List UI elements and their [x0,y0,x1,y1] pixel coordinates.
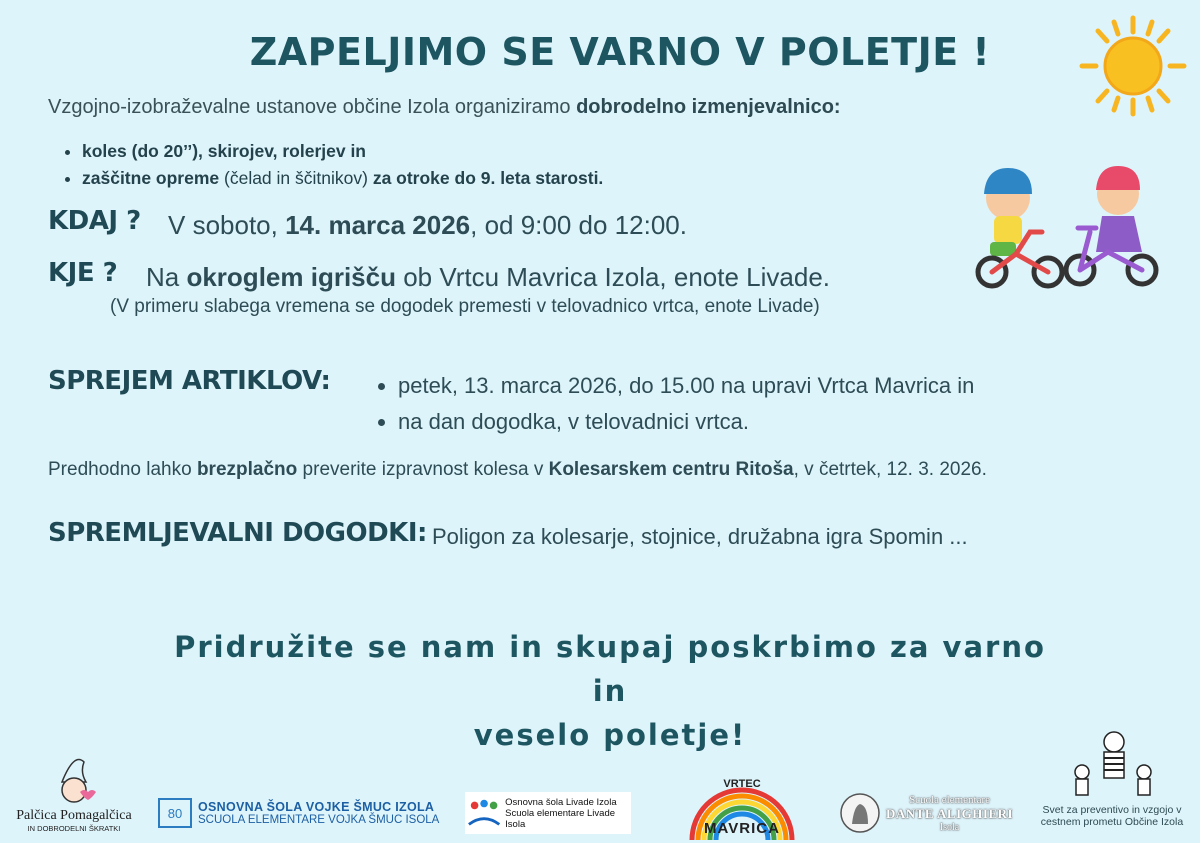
vojke-smuc-logo: 80 OSNOVNA ŠOLA VOJKE ŠMUC IZOLA SCUOLA ELEMENTARE VOJKA ŠMUC ISOLA [158,798,439,828]
events-label: SPREMLJEVALNI DOGODKI: [48,518,427,548]
palcica-logo: Palčica Pomagalčica IN DOBRODELNI ŠKRATKI [14,752,134,833]
traffic-safety-figures-icon [1064,728,1160,804]
svet-preventivo-logo: Svet za preventivo in vzgojo v cestnem prometu Občine Izola [1028,728,1196,828]
check-text: Predhodno lahko brezplačno preverite izpravnost kolesa v Kolesarskem centru Ritoša, v četrtek, 12. 3. 2026. [48,459,987,480]
kids-bikes-illustration [950,160,1170,295]
list-item: • petek, 13. marca 2026, do 15.00 na upravi Vrtca Mavrica in [398,368,974,404]
items-list [60,138,603,192]
children-group-icon [467,797,501,829]
page-title: ZAPELJIMO SE VARNO V POLETJE ! [249,30,991,74]
sprejem-label: SPREJEM ARTIKLOV: [48,366,331,396]
intro-text: Vzgojno-izobraževalne ustanove občine Izola organiziramo dobrodelno izmenjevalnico: [48,96,841,118]
list-item: • koles (do 20’’), skirojev, rolerjev in [82,138,603,165]
vrtec-mavrica-logo: VRTEC MAVRICA [684,778,800,840]
kje-note: (V primeru slabega vremena se dogodek premesti v telovadnico vrtca, enote Livade) [110,296,820,317]
closing-message [160,625,1060,757]
svg-text:80: 80 [167,806,183,821]
sun-icon [1078,14,1188,118]
kdaj-value: V soboto, 14. marca 2026, od 9:00 do 12:00. [168,210,687,240]
dante-alighieri-logo: Scuola elementare DANTE ALIGHIERI Isola [840,792,1013,834]
livade-logo: Osnovna šola Livade Izola Scuola elementare Livade Isola [465,792,631,834]
list-item: • zaščitne opreme (čelad in ščitnikov) za otroke do 9. leta starosti. [82,165,603,192]
events-text: Poligon za kolesarje, stojnice, družabna igra Spomin ... [432,524,968,549]
school-emblem-icon [158,798,192,828]
dante-portrait-icon [840,792,880,834]
closing-line-1: Pridružite se nam in skupaj poskrbimo za varno in [174,630,1046,708]
kdaj-label: KDAJ ? [48,206,141,236]
gnome-icon [44,752,104,808]
list-item: • na dan dogodka, v telovadnici vrtca. [398,404,974,440]
closing-line-2: veselo poletje! [473,718,747,752]
kje-label: KJE ? [48,258,118,288]
kje-value: Na okroglem igrišču ob Vrtcu Mavrica Izola, enote Livade. [146,262,831,292]
sprejem-list [370,368,974,440]
